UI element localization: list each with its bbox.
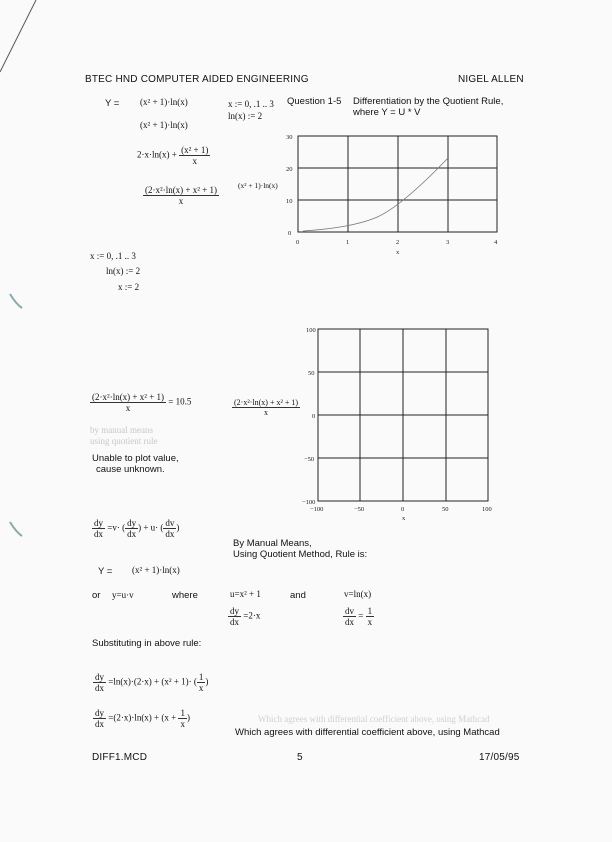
- manual-means-line2: Using Quotient Method, Rule is:: [233, 549, 368, 560]
- rule-eq: =v·: [107, 522, 120, 533]
- dv-den: dx: [345, 617, 354, 627]
- page-corner-fold: [0, 0, 40, 80]
- y-equals-label: Y =: [105, 98, 120, 109]
- plot2-label-frac: [232, 398, 300, 417]
- lnx-def-2: ln(x) := 2: [106, 266, 141, 276]
- question-subtitle: where Y = U * V: [353, 107, 421, 118]
- svg-text:2: 2: [396, 239, 400, 246]
- svg-text:20: 20: [286, 166, 293, 173]
- question-title: Differentiation by the Quotient Rule,: [353, 96, 504, 107]
- v-def: v=ln(x): [344, 589, 372, 599]
- rule-lhs: [92, 518, 105, 539]
- dv-frac: [343, 606, 356, 627]
- plot1-grid: [298, 136, 497, 232]
- question-label: Question 1-5: [287, 96, 342, 107]
- svg-text:−50: −50: [354, 506, 365, 513]
- substitution-line2: $\frac{dy}{dx}$ =(2·x)·ln(x) + (x + $\frac{1}{x}$ ): [95, 708, 190, 729]
- sub2-num: dy: [95, 708, 104, 718]
- x-range-def: x := 0, .1 .. 3: [228, 99, 274, 109]
- y-expression-2: (x² + 1)·ln(x): [132, 565, 180, 575]
- sub1-frac: [197, 672, 206, 693]
- du-dx: [228, 606, 260, 627]
- svg-text:30: 30: [286, 134, 293, 141]
- plot2-y-ticks: [302, 327, 316, 506]
- manual-means-line1: By Manual Means,: [233, 538, 312, 549]
- du-den: dx: [230, 617, 239, 627]
- x-def: x := 2: [118, 282, 140, 292]
- derivative-expr-a: [137, 145, 210, 166]
- uv-def: y=u·v: [112, 590, 134, 600]
- faint-note-1: by manual means: [90, 425, 153, 435]
- sub2-frac: [178, 708, 187, 729]
- rule-lhs-den: dx: [94, 529, 103, 539]
- conclusion-text: Which agrees with differential coefficient above, using Mathcad: [235, 727, 500, 738]
- rule-plus-u: + u·: [143, 522, 159, 533]
- substitution-line1: $\frac{dy}{dx}$ =ln(x)·(2·x) + (x² + 1)· ( $\frac{1}{x}$ ): [95, 672, 209, 693]
- sub1-num: dy: [95, 672, 104, 682]
- expr-repeat: (x² + 1)·ln(x): [140, 120, 188, 130]
- footer-page-number: 5: [297, 752, 303, 763]
- sub2-frac-den: x: [180, 719, 185, 729]
- svg-text:−50: −50: [304, 456, 315, 463]
- footer-filename: DIFF1.MCD: [92, 752, 148, 763]
- sub2-frac-num: 1: [180, 708, 185, 718]
- plot-note-line1: Unable to plot value,: [92, 453, 179, 464]
- svg-text:−100: −100: [310, 506, 324, 513]
- du-frac: [228, 606, 241, 627]
- rule-t1-num: dy: [127, 518, 137, 528]
- faint-ghost-text: Which agrees with differential coefficient above, using Mathcad: [258, 714, 490, 724]
- u-def: u=x² + 1: [230, 589, 261, 599]
- svg-text:10: 10: [286, 198, 293, 205]
- svg-text:0: 0: [401, 506, 405, 513]
- dv-dx: [343, 606, 374, 627]
- sub2-rhs: =(2·x)·ln(x) +: [108, 712, 160, 723]
- svg-text:1: 1: [346, 239, 350, 246]
- punch-hole-top: [6, 292, 24, 312]
- evaluation-result: = 10.5: [168, 396, 192, 407]
- derivative-expr-b: [143, 185, 219, 206]
- sub1-lhs: [93, 672, 106, 693]
- derivative-b-den: x: [178, 196, 184, 206]
- rule-t1: [125, 518, 138, 539]
- plot1: [280, 128, 505, 263]
- faint-note-2: using quotient rule: [90, 436, 158, 446]
- rule-t1-den: dx: [127, 529, 137, 539]
- svg-text:x: x: [402, 515, 406, 522]
- derivative-term: 2·x·ln(x) +: [137, 149, 177, 160]
- du-rhs: =2·x: [243, 610, 261, 621]
- punch-hole-bottom: [6, 520, 24, 540]
- plot2-label-den: x: [264, 408, 269, 417]
- rule-t2-num: dv: [165, 518, 175, 528]
- svg-text:0: 0: [296, 239, 300, 246]
- dv-num: dv: [345, 606, 354, 616]
- svg-text:50: 50: [308, 370, 315, 377]
- plot1-y-ticks: [286, 134, 293, 237]
- derivative-b-frac: [143, 185, 219, 206]
- derivative-frac-num: (x² + 1): [181, 145, 209, 155]
- lnx-def: ln(x) := 2: [228, 111, 263, 121]
- svg-text:x: x: [396, 249, 400, 256]
- evaluation-den: x: [125, 403, 131, 413]
- y-expression: (x² + 1)·ln(x): [140, 97, 188, 107]
- svg-text:50: 50: [442, 506, 449, 513]
- derivative-frac-den: x: [192, 156, 197, 166]
- plot2-label-num: (2·x²·ln(x) + x² + 1): [234, 398, 299, 407]
- evaluation-num: (2·x²·ln(x) + x² + 1): [92, 392, 165, 402]
- plot2: [298, 322, 498, 522]
- and-label: and: [290, 590, 306, 601]
- or-label: or: [92, 590, 101, 601]
- sub2-den: dx: [95, 719, 104, 729]
- sub2-lhs: [93, 708, 106, 729]
- sub2-paren-a: x +: [164, 712, 177, 723]
- header-author: NIGEL ALLEN: [458, 74, 524, 85]
- product-rule: $\frac{dy}{dx}$ =v· ( $\frac{dy}{dx}$ ) + u· ( $\frac{dv}{dx}$ ): [94, 518, 180, 539]
- evaluation-expr: [90, 392, 191, 413]
- rule-t2: [163, 518, 176, 539]
- plot2-x-ticks: [310, 506, 492, 522]
- derivative-frac: [179, 145, 210, 166]
- sub1-frac-den: x: [198, 683, 204, 693]
- header-course: BTEC HND COMPUTER AIDED ENGINEERING: [85, 74, 309, 85]
- dv-rhs-num: 1: [367, 606, 373, 616]
- plot1-curve: [303, 158, 448, 231]
- svg-text:100: 100: [482, 506, 492, 513]
- du-num: dy: [230, 606, 239, 616]
- footer-date: 17/05/95: [479, 752, 520, 763]
- svg-text:−100: −100: [302, 499, 316, 506]
- dv-rhs-frac: [366, 606, 375, 627]
- substitution-label: Substituting in above rule:: [92, 638, 202, 649]
- where-label: where: [172, 590, 198, 601]
- y-equals-label-2: Y =: [98, 566, 113, 577]
- x-range-def-2: x := 0, .1 .. 3: [90, 251, 136, 261]
- svg-text:0: 0: [312, 413, 316, 420]
- plot2-y-label: [232, 398, 300, 417]
- dv-rhs-den: x: [367, 617, 373, 627]
- svg-text:3: 3: [446, 239, 450, 246]
- svg-text:4: 4: [494, 239, 498, 246]
- svg-text:0: 0: [288, 230, 292, 237]
- plot-note-line2: cause unknown.: [96, 464, 165, 475]
- plot2-grid: [318, 329, 488, 501]
- plot1-y-label: (x² + 1)·ln(x): [238, 181, 278, 190]
- evaluation-frac: [90, 392, 166, 413]
- plot1-x-ticks: [296, 239, 498, 256]
- svg-text:100: 100: [306, 327, 316, 334]
- sub1-rhs: =ln(x)·(2·x) + (x² + 1)·: [108, 676, 192, 687]
- dv-eq: =: [358, 610, 364, 621]
- sub1-frac-num: 1: [198, 672, 204, 682]
- derivative-b-num: (2·x²·ln(x) + x² + 1): [145, 185, 218, 195]
- sub1-den: dx: [95, 683, 104, 693]
- rule-t2-den: dx: [165, 529, 175, 539]
- rule-lhs-num: dy: [94, 518, 103, 528]
